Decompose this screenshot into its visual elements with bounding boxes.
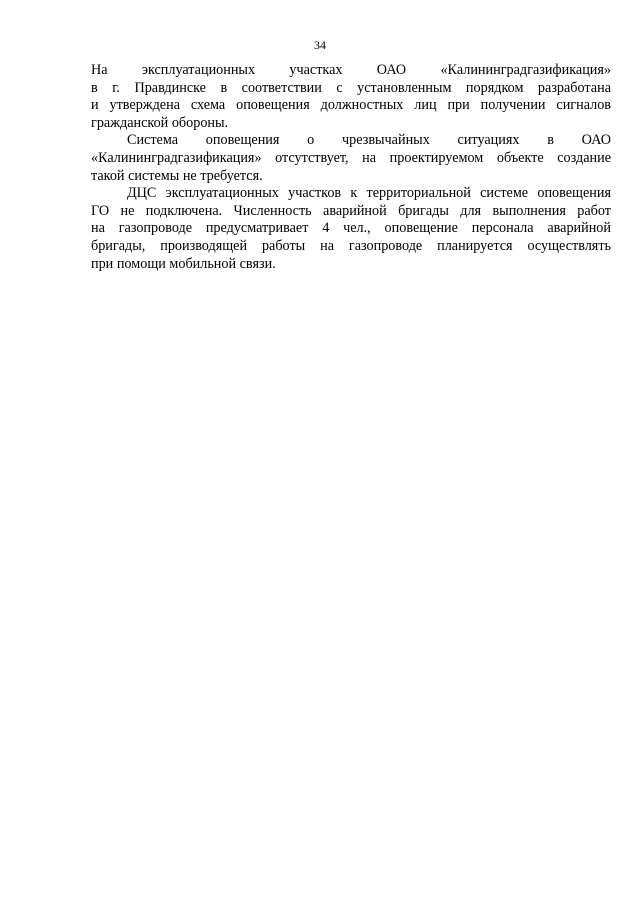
paragraph-3-line-5: при помощи мобильной связи.	[91, 255, 276, 272]
paragraph-3-line-4: бригады, производящей работы на газопроводе планируется осуществлять	[91, 237, 611, 254]
document-body	[91, 62, 611, 273]
paragraph-3-line-1: ДЦС эксплуатационных участков к территориальной системе оповещения	[127, 185, 611, 202]
paragraph-1-line-2: в г. Правдинске в соответствии с установленным порядком разработана	[91, 79, 611, 96]
paragraph-2	[91, 132, 611, 185]
page-number: 34	[314, 38, 326, 52]
paragraph-2-line-1: Система оповещения о чрезвычайных ситуациях в ОАО	[127, 132, 611, 149]
paragraph-3-line-3: на газопроводе предусматривает 4 чел., оповещение персонала аварийной	[91, 220, 611, 237]
paragraph-1-line-3: и утверждена схема оповещения должностных лиц при получении сигналов	[91, 97, 611, 114]
paragraph-1	[91, 62, 611, 132]
paragraph-1-line-4: гражданской обороны.	[91, 114, 229, 131]
paragraph-2-line-3: такой системы не требуется.	[91, 167, 263, 184]
paragraph-3-line-2: ГО не подключена. Численность аварийной бригады для выполнения работ	[91, 202, 611, 219]
paragraph-2-line-2: «Калининградгазификация» отсутствует, на проектируемом объекте создание	[91, 149, 611, 166]
paragraph-3	[91, 185, 611, 273]
paragraph-1-line-1: На эксплуатационных участках ОАО «Калининградгазификация»	[91, 62, 611, 78]
